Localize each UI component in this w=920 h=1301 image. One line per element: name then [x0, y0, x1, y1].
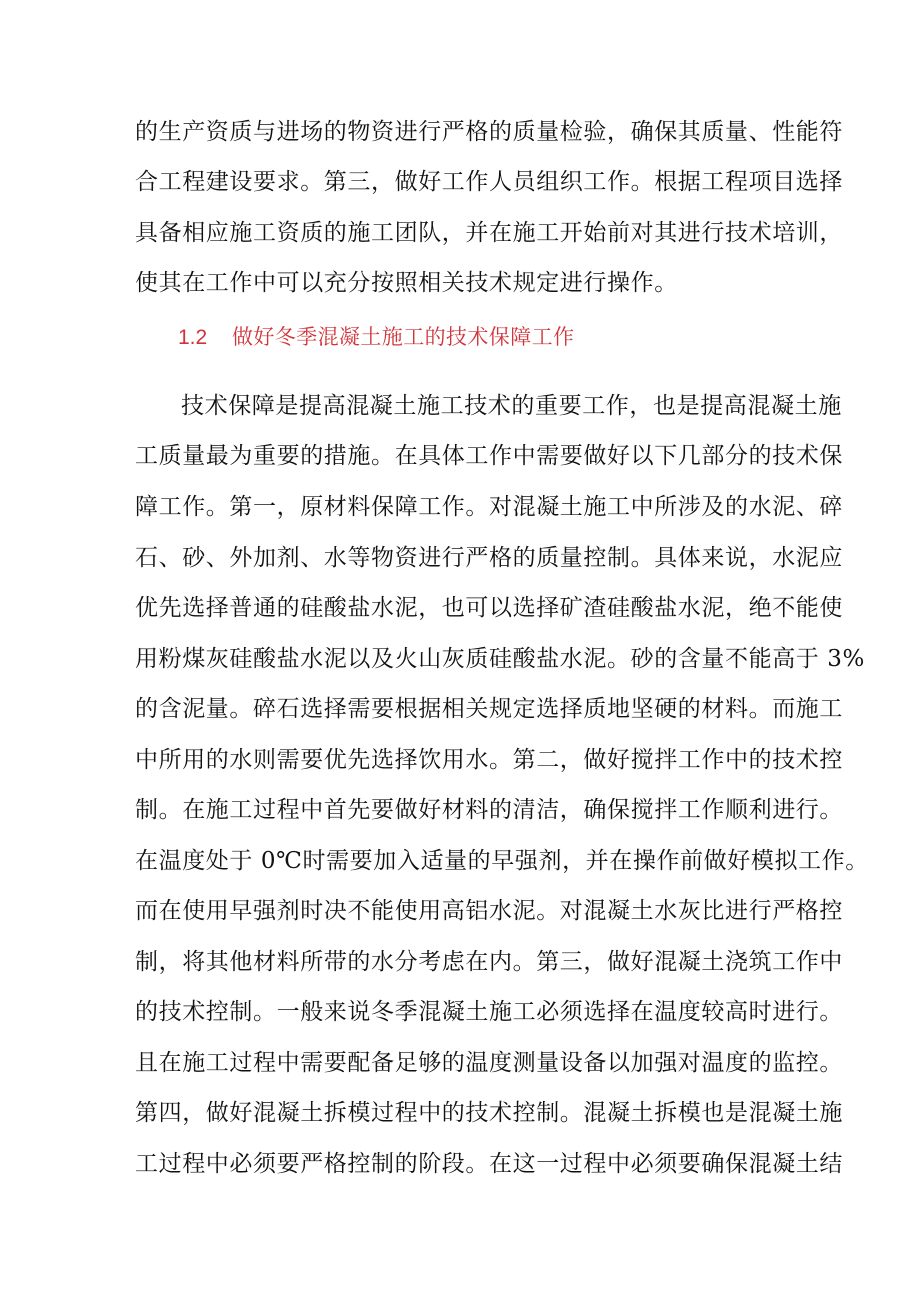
paragraph-2-line-5: 优先选择普通的硅酸盐水泥，也可以选择矿渣硅酸盐水泥，绝不能使 — [135, 595, 843, 621]
paragraph-1-line-1: 的生产资质与进场的物资进行严格的质量检验，确保其质量、性能符 — [135, 119, 843, 145]
paragraph-1-line-2: 合工程建设要求。第三，做好工作人员组织工作。根据工程项目选择 — [135, 169, 843, 195]
paragraph-2-line-14: 且在施工过程中需要配备足够的温度测量设备以加强对温度的监控。 — [135, 1050, 843, 1076]
paragraph-1-line-3: 具备相应施工资质的施工团队，并在施工开始前对其进行技术培训， — [135, 220, 843, 246]
paragraph-2-line-16: 工过程中必须要严格控制的阶段。在这一过程中必须要确保混凝土结 — [135, 1151, 843, 1177]
paragraph-2-line-6: 用粉煤灰硅酸盐水泥以及火山灰质硅酸盐水泥。砂的含量不能高于 3% — [135, 646, 865, 672]
paragraph-2-line-13: 的技术控制。一般来说冬季混凝土施工必须选择在温度较高时进行。 — [135, 999, 843, 1025]
paragraph-2-line-3: 障工作。第一，原材料保障工作。对混凝土施工中所涉及的水泥、碎 — [135, 494, 843, 520]
paragraph-2-line-15: 第四，做好混凝土拆模过程中的技术控制。混凝土拆模也是混凝土施 — [135, 1100, 843, 1126]
paragraph-1-line-4: 使其在工作中可以充分按照相关技术规定进行操作。 — [135, 270, 678, 296]
paragraph-2-line-12: 制，将其他材料所带的水分考虑在内。第三，做好混凝土浇筑工作中 — [135, 949, 843, 975]
paragraph-2-line-8: 中所用的水则需要优先选择饮用水。第二，做好搅拌工作中的技术控 — [135, 747, 843, 773]
paragraph-2-line-11: 而在使用早强剂时决不能使用高铝水泥。对混凝土水灰比进行严格控 — [135, 898, 843, 924]
paragraph-2-line-7: 的含泥量。碎石选择需要根据相关规定选择质地坚硬的材料。而施工 — [135, 696, 843, 722]
paragraph-2-line-4: 石、砂、外加剂、水等物资进行严格的质量控制。具体来说，水泥应 — [135, 545, 843, 571]
paragraph-2-line-9: 制。在施工过程中首先要做好材料的清洁，确保搅拌工作顺利进行。 — [135, 797, 843, 823]
paragraph-2-line-1: 技术保障是提高混凝土施工技术的重要工作，也是提高混凝土施 — [181, 393, 842, 419]
paragraph-2-line-2: 工质量最为重要的措施。在具体工作中需要做好以下几部分的技术保 — [135, 443, 843, 469]
section-number: 1.2 — [178, 326, 208, 349]
section-heading — [178, 322, 574, 353]
section-title: 做好冬季混凝土施工的技术保障工作 — [232, 325, 575, 349]
paragraph-2-line-10: 在温度处于 0℃时需要加入适量的早强剂，并在操作前做好模拟工作。 — [135, 848, 869, 874]
